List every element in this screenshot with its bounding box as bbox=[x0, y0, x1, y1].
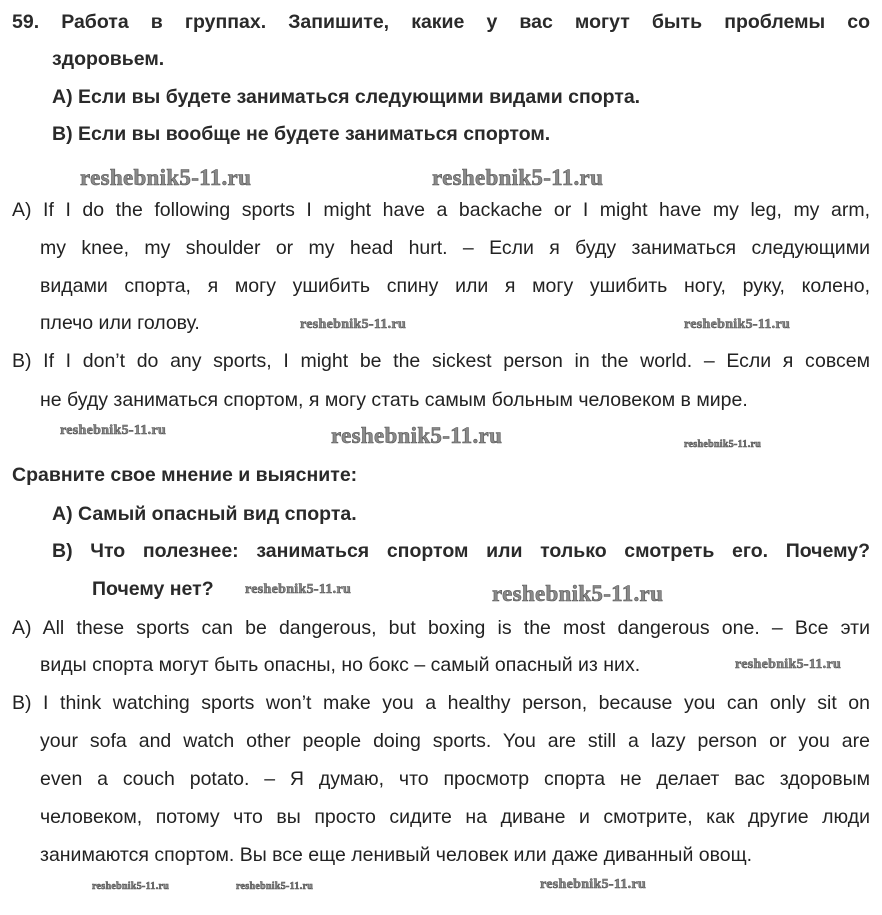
answer-line: your sofa and watch other people doing sports. You are still a lazy person or you are bbox=[40, 730, 870, 752]
watermark: reshebnik5-11.ru bbox=[92, 881, 170, 892]
watermark: reshebnik5-11.ru bbox=[60, 423, 167, 438]
watermark: reshebnik5-11.ru bbox=[492, 581, 664, 606]
watermark: reshebnik5-11.ru bbox=[540, 877, 647, 892]
answer-line: A) All these sports can be dangerous, but boxing is the most dangerous one. – Все эти bbox=[12, 617, 870, 639]
answer-line: человеком, потому что вы просто сидите на диване и смотрите, как другие люди bbox=[40, 806, 870, 828]
watermark: reshebnik5-11.ru bbox=[432, 165, 604, 190]
watermark: reshebnik5-11.ru bbox=[245, 582, 352, 597]
watermark: reshebnik5-11.ru bbox=[684, 317, 791, 332]
watermark: reshebnik5-11.ru bbox=[80, 165, 252, 190]
answer-line: my knee, my shoulder or my head hurt. – Если я буду заниматься следующими bbox=[40, 237, 870, 259]
task2-item-b: B) Что полезнее: заниматься спортом или только смотреть его. Почему? bbox=[52, 540, 870, 562]
answer-line: B) I think watching sports won’t make you a healthy person, because you can only sit on bbox=[12, 692, 870, 714]
answer-line: B) If I don’t do any sports, I might be the sickest person in the world. – Если я совсем bbox=[12, 350, 870, 372]
watermark: reshebnik5-11.ru bbox=[300, 317, 407, 332]
watermark: reshebnik5-11.ru bbox=[331, 423, 503, 448]
answer-line: A) If I do the following sports I might have a backache or I might have my leg, my arm, bbox=[12, 199, 870, 221]
task-heading: 59. Работа в группах. Запишите, какие у вас могут быть проблемы со bbox=[12, 11, 870, 33]
task-item-a: A) Если вы будете заниматься следующими видами спорта. bbox=[52, 86, 641, 108]
answer-line: even a couch potato. – Я думаю, что просмотр спорта не делает вас здоровым bbox=[40, 768, 870, 790]
watermark: reshebnik5-11.ru bbox=[735, 657, 842, 672]
answer-line: виды спорта могут быть опасны, но бокс – самый опасный из них. bbox=[40, 654, 641, 676]
task-heading-cont: здоровьем. bbox=[52, 48, 165, 70]
answer-line: видами спорта, я могу ушибить спину или я могу ушибить ногу, руку, колено, bbox=[40, 275, 870, 297]
task2-heading: Сравните свое мнение и выясните: bbox=[12, 464, 358, 486]
task2-item-b-cont: Почему нет? bbox=[92, 578, 214, 600]
answer-line: плечо или голову. bbox=[40, 312, 200, 334]
answer-line: не буду заниматься спортом, я могу стать самым больным человеком в мире. bbox=[40, 389, 748, 411]
watermark: reshebnik5-11.ru bbox=[684, 439, 762, 450]
answer-line: занимаются спортом. Вы все еще ленивый человек или даже диванный овощ. bbox=[40, 844, 753, 866]
watermark: reshebnik5-11.ru bbox=[236, 881, 314, 892]
task2-item-a: A) Самый опасный вид спорта. bbox=[52, 503, 357, 525]
task-item-b: B) Если вы вообще не будете заниматься спортом. bbox=[52, 123, 551, 145]
